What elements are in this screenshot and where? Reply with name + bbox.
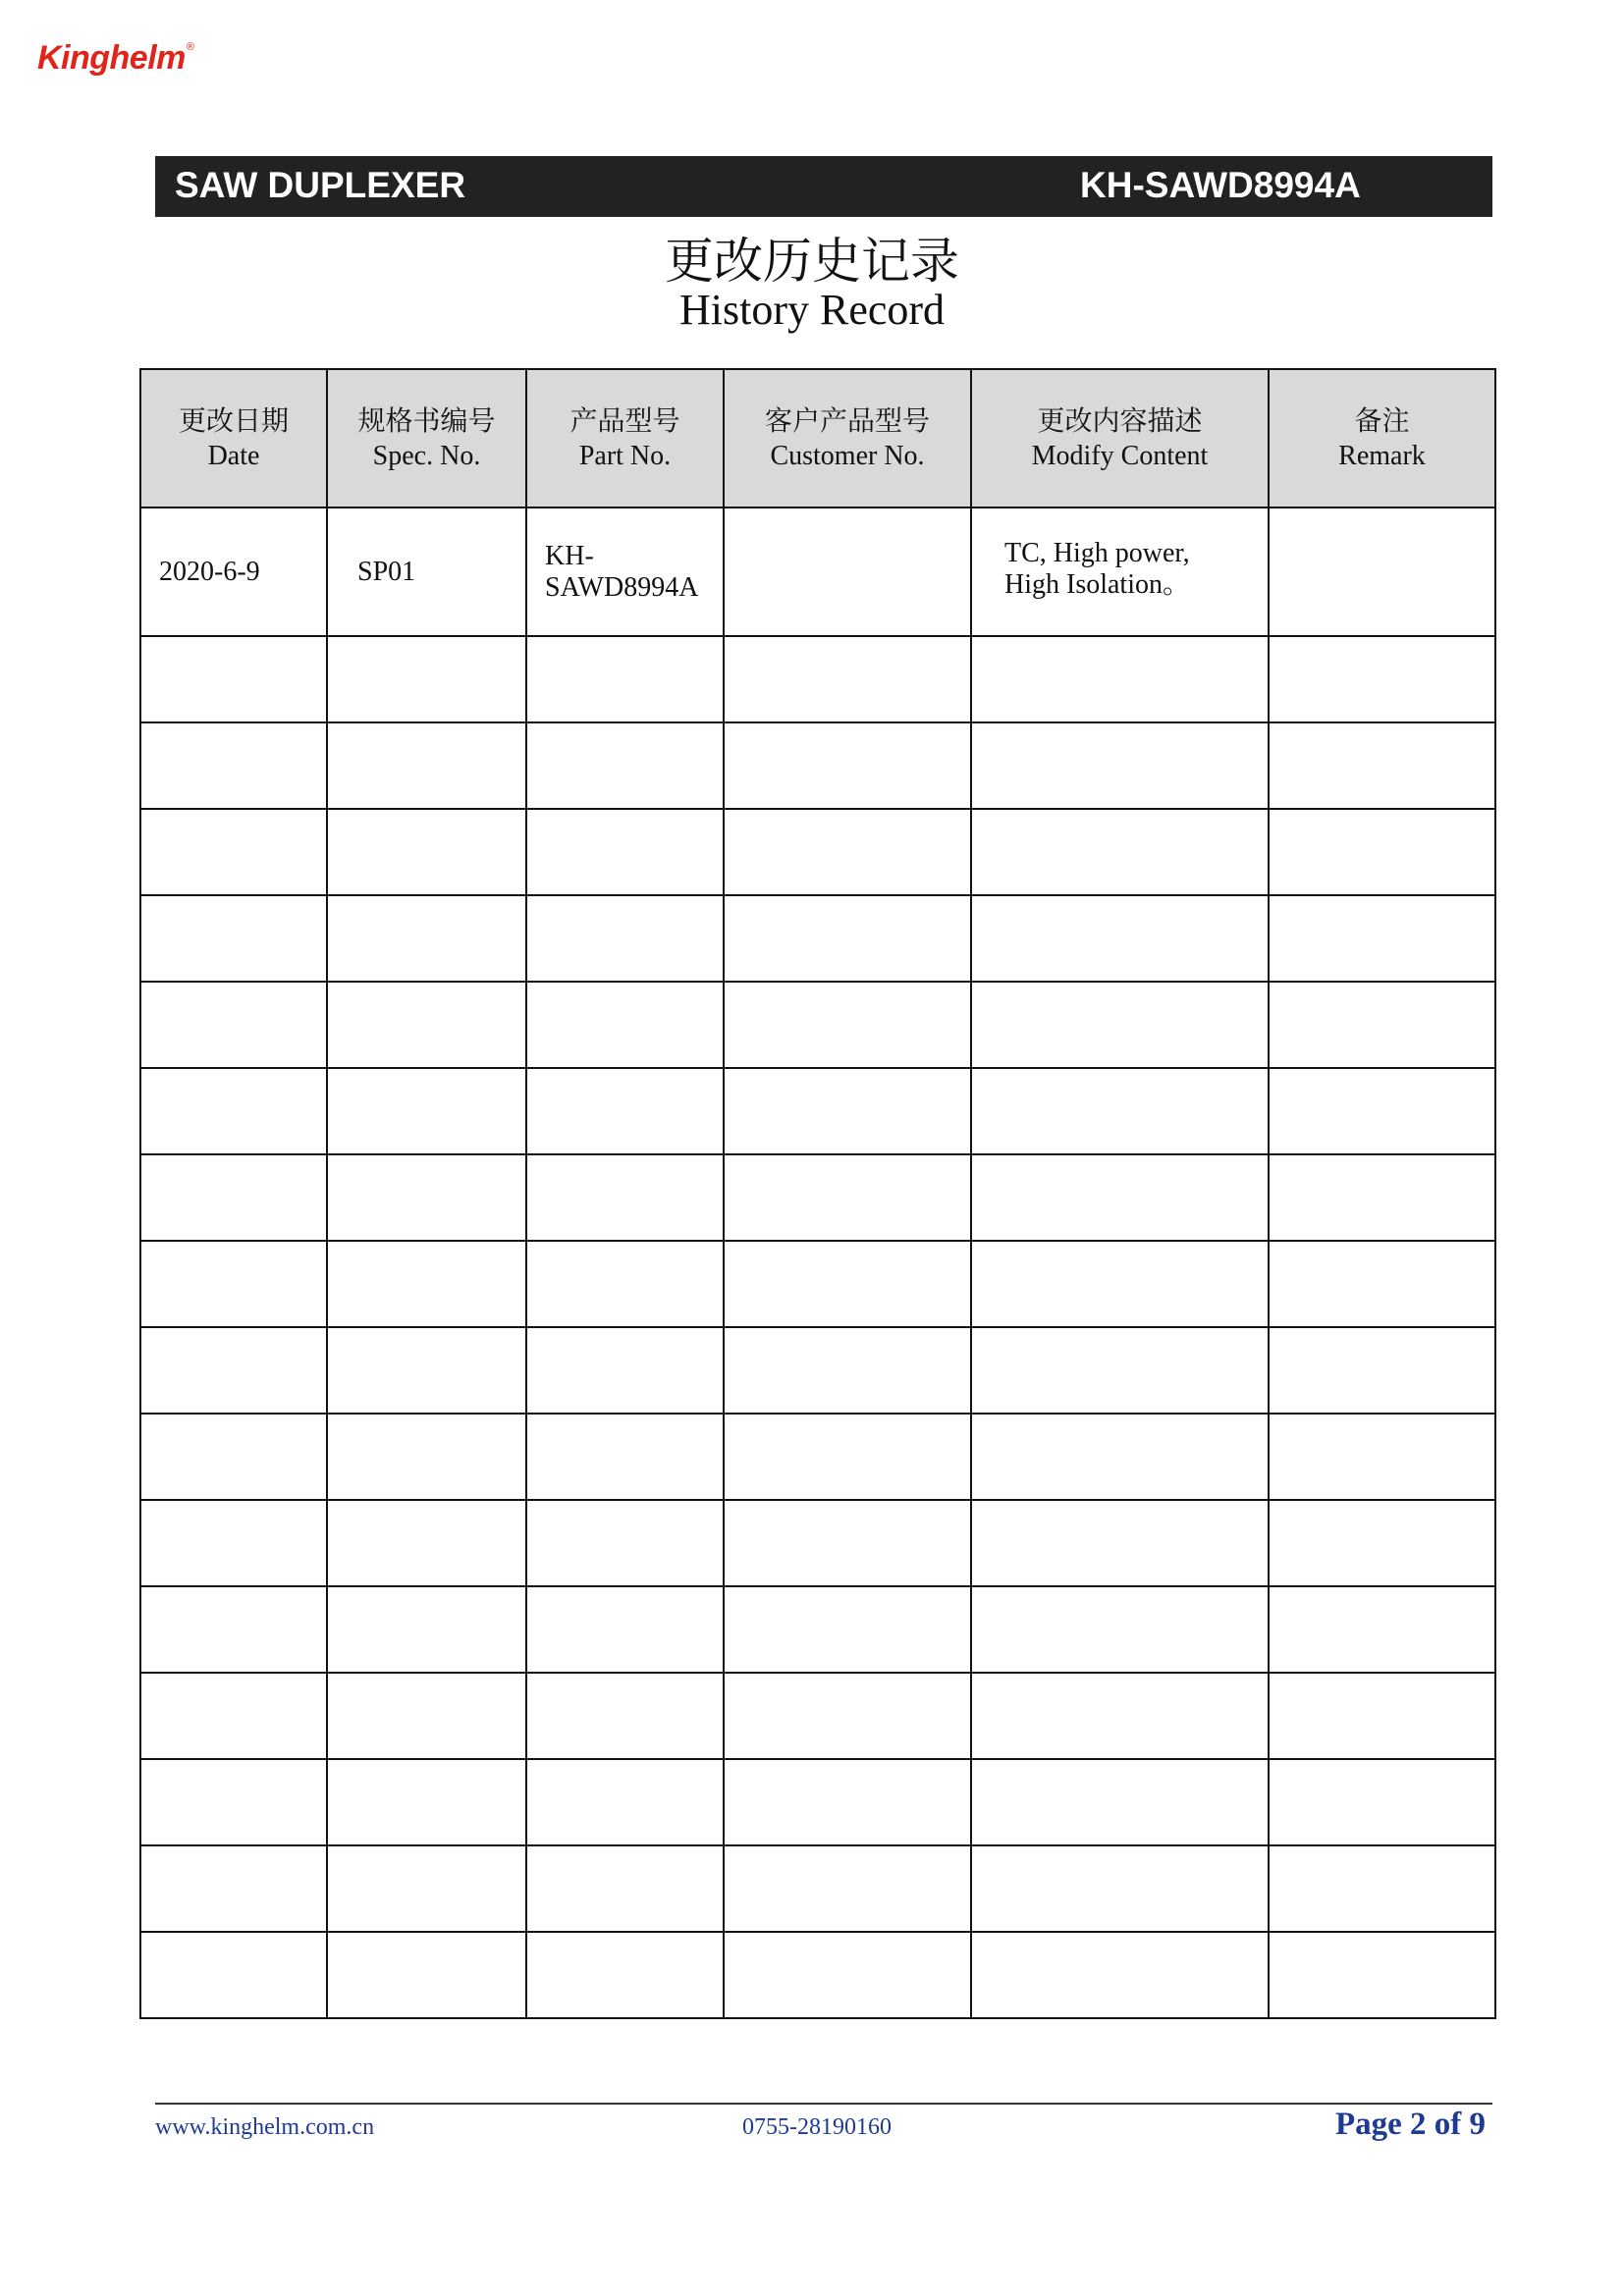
table-cell xyxy=(1269,1327,1495,1414)
table-cell xyxy=(971,982,1269,1068)
table-cell xyxy=(526,1414,724,1500)
table-cell xyxy=(140,1068,327,1154)
table-cell xyxy=(1269,722,1495,809)
table-cell xyxy=(327,809,526,895)
table-cell xyxy=(327,1500,526,1586)
table-cell xyxy=(724,1673,971,1759)
table-cell xyxy=(327,1327,526,1414)
product-category: SAW DUPLEXER xyxy=(175,165,466,205)
table-cell xyxy=(140,1759,327,1845)
table-cell xyxy=(724,1845,971,1932)
table-cell xyxy=(724,1414,971,1500)
table-cell xyxy=(724,895,971,982)
table-cell xyxy=(971,895,1269,982)
table-cell xyxy=(526,1932,724,2018)
table-cell xyxy=(971,1500,1269,1586)
cell-spec-no: SP01 xyxy=(327,507,526,636)
table-cell xyxy=(526,982,724,1068)
table-cell xyxy=(140,809,327,895)
table-row xyxy=(140,636,1495,722)
table-cell xyxy=(140,895,327,982)
table-cell xyxy=(140,1327,327,1414)
header-bar xyxy=(155,156,1492,217)
table-cell xyxy=(1269,809,1495,895)
table-row xyxy=(140,1500,1495,1586)
table-cell xyxy=(140,1932,327,2018)
table-cell xyxy=(724,1327,971,1414)
table-cell xyxy=(526,722,724,809)
table-cell xyxy=(724,1154,971,1241)
table-cell xyxy=(140,722,327,809)
table-row xyxy=(140,1845,1495,1932)
table-cell xyxy=(526,1586,724,1673)
table-row xyxy=(140,507,1495,636)
table-cell xyxy=(1269,1500,1495,1586)
table-cell xyxy=(1269,636,1495,722)
table-cell xyxy=(526,895,724,982)
table-cell xyxy=(526,636,724,722)
table-cell xyxy=(327,1845,526,1932)
table-cell xyxy=(140,1845,327,1932)
table-cell xyxy=(1269,1414,1495,1500)
table-cell xyxy=(140,1500,327,1586)
table-cell xyxy=(724,982,971,1068)
table-cell xyxy=(327,1068,526,1154)
table-header-row xyxy=(140,369,1495,507)
table-cell xyxy=(327,1759,526,1845)
page-title-en: History Record xyxy=(678,286,946,334)
table-cell xyxy=(724,1759,971,1845)
table-cell xyxy=(140,636,327,722)
table-cell xyxy=(724,1068,971,1154)
table-cell xyxy=(1269,1845,1495,1932)
table-cell xyxy=(140,1586,327,1673)
table-cell xyxy=(1269,1759,1495,1845)
table-cell xyxy=(327,1414,526,1500)
table-cell xyxy=(1269,1586,1495,1673)
column-header-spec-no: 规格书编号 Spec. No. xyxy=(327,369,526,507)
table-cell xyxy=(1269,982,1495,1068)
table-cell xyxy=(526,1500,724,1586)
table-cell xyxy=(327,982,526,1068)
table-cell xyxy=(971,1414,1269,1500)
table-row xyxy=(140,1327,1495,1414)
table-row xyxy=(140,895,1495,982)
table-cell xyxy=(971,1932,1269,2018)
table-cell xyxy=(526,1845,724,1932)
table-cell xyxy=(526,1154,724,1241)
table-cell xyxy=(140,1241,327,1327)
table-cell xyxy=(1269,1673,1495,1759)
table-cell xyxy=(724,722,971,809)
table-cell xyxy=(140,1673,327,1759)
cell-modify-content: TC, High power, High Isolation。 xyxy=(971,507,1269,636)
table-cell xyxy=(327,1586,526,1673)
table-cell xyxy=(724,1586,971,1673)
table-cell xyxy=(971,636,1269,722)
cell-part-no: KH- SAWD8994A xyxy=(526,507,724,636)
cell-remark xyxy=(1269,507,1495,636)
product-model: KH-SAWD8994A xyxy=(1080,165,1361,205)
page-number: Page 2 of 9 xyxy=(1335,2107,1487,2142)
table-cell xyxy=(971,1241,1269,1327)
table-cell xyxy=(140,982,327,1068)
page-title-cn: 更改历史记录 xyxy=(665,233,959,290)
footer-phone: 0755-28190160 xyxy=(742,2114,892,2140)
table-cell xyxy=(971,809,1269,895)
history-table xyxy=(139,368,1496,2019)
table-row xyxy=(140,1759,1495,1845)
table-cell xyxy=(327,1673,526,1759)
table-cell xyxy=(724,1932,971,2018)
table-cell xyxy=(140,1154,327,1241)
cell-date: 2020-6-9 xyxy=(140,507,327,636)
table-cell xyxy=(1269,1241,1495,1327)
table-cell xyxy=(327,895,526,982)
table-cell xyxy=(971,1154,1269,1241)
table-cell xyxy=(724,809,971,895)
table-cell xyxy=(526,1241,724,1327)
column-header-remark: 备注 Remark xyxy=(1269,369,1495,507)
table-cell xyxy=(971,1068,1269,1154)
table-cell xyxy=(724,1241,971,1327)
column-header-modify-content: 更改内容描述 Modify Content xyxy=(971,369,1269,507)
table-cell xyxy=(327,1932,526,2018)
table-cell xyxy=(526,809,724,895)
table-cell xyxy=(140,1414,327,1500)
table-cell xyxy=(971,1845,1269,1932)
table-row xyxy=(140,1414,1495,1500)
table-cell xyxy=(971,1586,1269,1673)
table-row xyxy=(140,1068,1495,1154)
table-cell xyxy=(971,722,1269,809)
table-cell xyxy=(327,1241,526,1327)
table-row xyxy=(140,809,1495,895)
kinghelm-logo: Kinghelm® xyxy=(37,39,194,77)
table-row xyxy=(140,1154,1495,1241)
table-cell xyxy=(526,1759,724,1845)
column-header-date: 更改日期 Date xyxy=(140,369,327,507)
table-cell xyxy=(327,636,526,722)
table-row xyxy=(140,1932,1495,2018)
table-cell xyxy=(1269,895,1495,982)
table-cell xyxy=(1269,1154,1495,1241)
footer-divider xyxy=(155,2103,1492,2105)
table-cell xyxy=(526,1327,724,1414)
table-cell xyxy=(724,1500,971,1586)
table-row xyxy=(140,1673,1495,1759)
table-row xyxy=(140,1586,1495,1673)
table-row xyxy=(140,982,1495,1068)
column-header-customer-no: 客户产品型号 Customer No. xyxy=(724,369,971,507)
table-cell xyxy=(971,1673,1269,1759)
table-cell xyxy=(327,1154,526,1241)
table-row xyxy=(140,1241,1495,1327)
table-cell xyxy=(971,1327,1269,1414)
table-cell xyxy=(327,722,526,809)
footer-website: www.kinghelm.com.cn xyxy=(155,2114,375,2140)
table-cell xyxy=(724,636,971,722)
table-cell xyxy=(1269,1068,1495,1154)
table-row xyxy=(140,722,1495,809)
table-cell xyxy=(526,1068,724,1154)
cell-customer-no xyxy=(724,507,971,636)
column-header-part-no: 产品型号 Part No. xyxy=(526,369,724,507)
table-cell xyxy=(526,1673,724,1759)
table-cell xyxy=(971,1759,1269,1845)
table-cell xyxy=(1269,1932,1495,2018)
